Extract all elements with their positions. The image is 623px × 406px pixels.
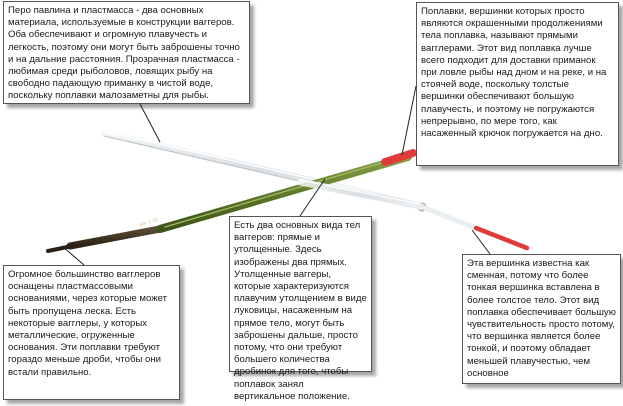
callout-insert-tip: Эта вершинка известна как сменная, потому что более тонкая вершинка вставлена в более толстое тело. Этот вид поплавка обеспечивает большую чувствительность просто потому, что вершинка является более тонкой, и поэтому обладает меньшей плавучестью, чем основное [462,254,621,384]
svg-text:ваг..1.25: ваг..1.25 [138,216,159,228]
callout-body-types: Есть два основных вида тел ваггеров: прямые и утолщенные. Здесь изображены два прямых. Утолщенные ваггеры, которые характеризуются плавучим утолщением в виде луковицы, насаженным на прямое тело, могут быть заброшены дальше, просто потому, что они требуют большего количества дробинок для того, чтобы поплавок занял вертикальное положение. [229,216,372,372]
callout-materials: Перо павлина и пластмасса - два основных материала, используемые в конструкции ваггеров. Оба обеспечивают и огромную плавучесть и легкость, поэтому они могут быть заброшены точно и на дальние расстояния. Прозрачная пластмасса - любимая среди рыболовов, ловящих рыбу на свободно падающую приманку в чистой воде, поскольку поплавки малозаметны для рыбы. [3,1,250,104]
callout-bases: Огромное большинство вагглеров оснащены пластмассовыми основаниями, через которые может быть пропущена леска. Есть некоторые вагглеры, у которых металлические, огруженные основания. Эти поплавки требуют гораздо меньше дроби, чтобы они встали правильно. [3,265,180,400]
insert-tip-waggler [425,208,527,248]
callout-straight-tips: Поплавки, вершинки которых просто являются окрашенными продолжениями тела поплавка, называют прямыми вагглерами. Этот вид поплавка лучше всего подходит для доставки приманок при ловле рыбы над дном и на реке, и на стоячей воде, поскольку толстые вершинки обеспечивают большую плавучесть, и поэтому не погружаются непрерывно, по мере того, как насаженный крючок погружается на дно. [416,2,619,166]
clear-waggler-front [300,180,420,206]
